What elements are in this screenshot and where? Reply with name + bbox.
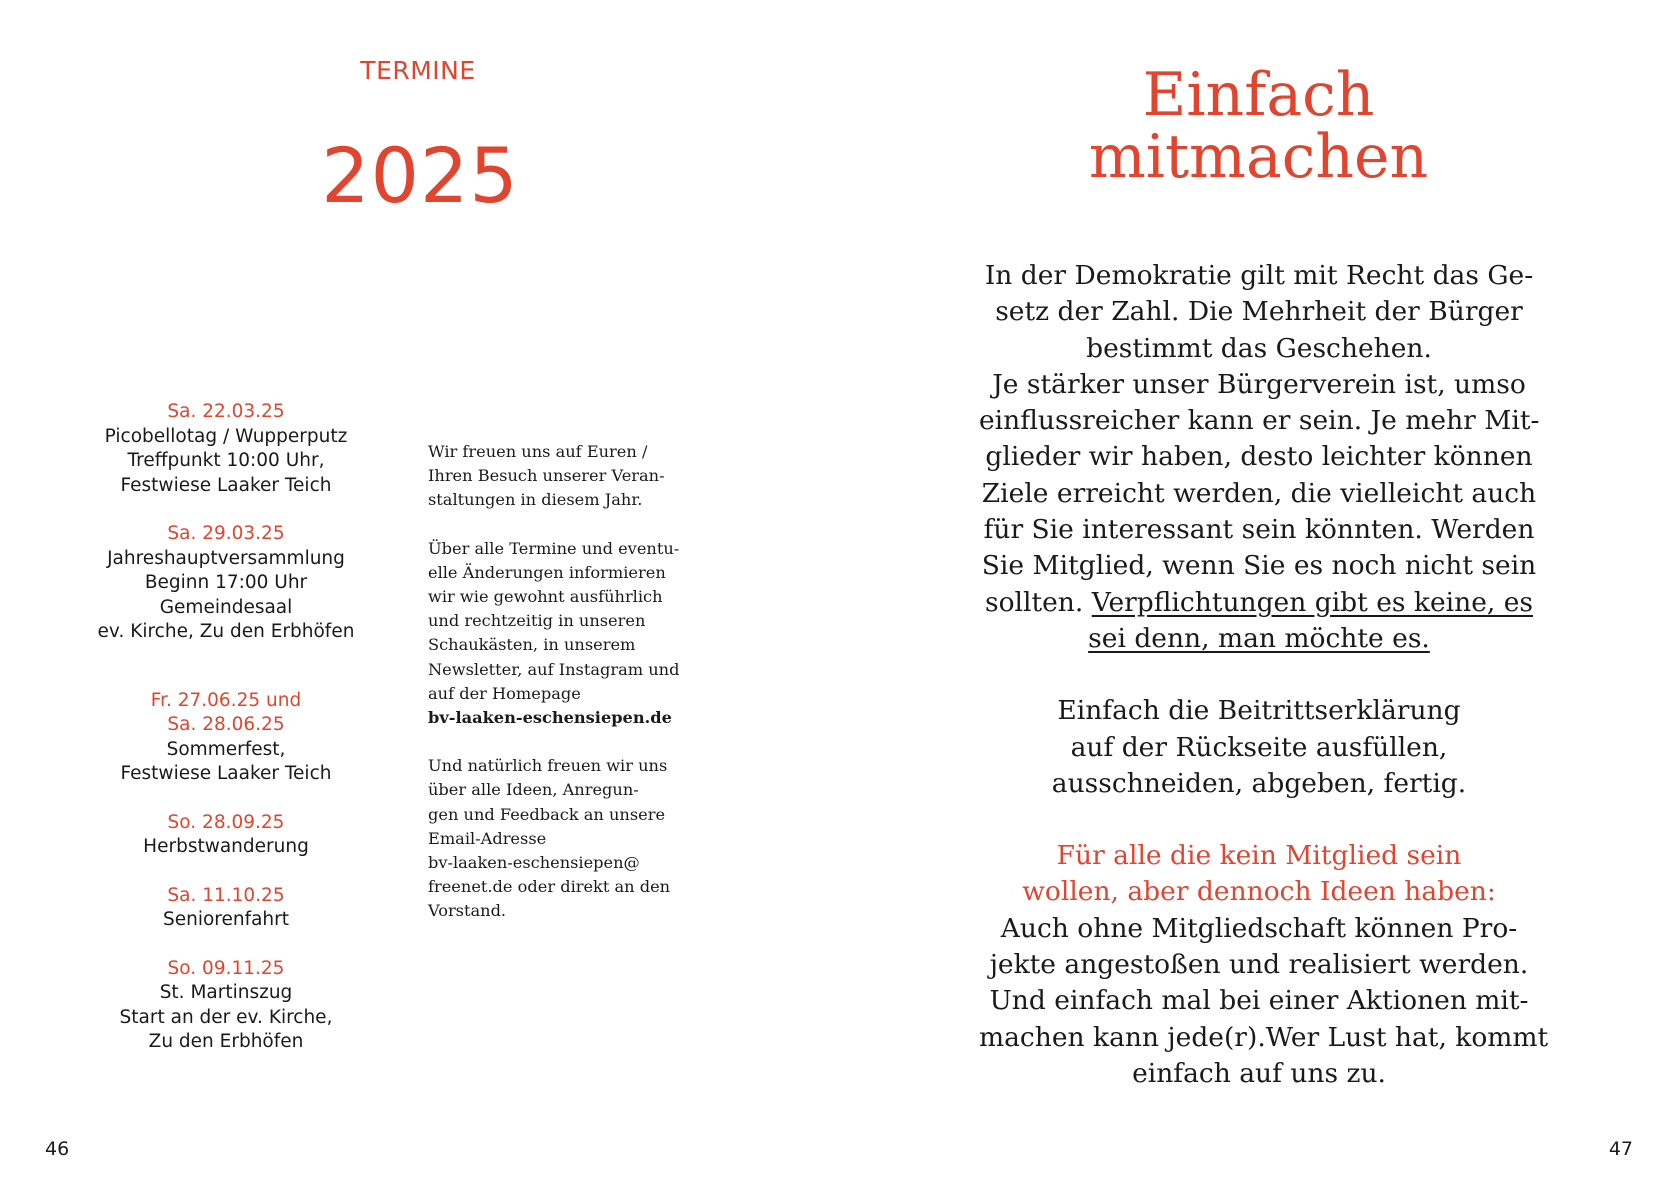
body-line: glieder wir haben, desto leichter können bbox=[985, 441, 1533, 473]
notes-line: und rechtzeitig in unseren bbox=[428, 611, 646, 631]
event-item bbox=[96, 884, 356, 933]
notes-paragraph bbox=[428, 440, 728, 513]
event-date: Sa. 29.03.25 bbox=[167, 523, 285, 544]
event-line: Zu den Erbhöfen bbox=[148, 1031, 304, 1052]
notes-line: Email-Adresse bbox=[428, 828, 547, 848]
event-line: Start an der ev. Kirche, bbox=[119, 1006, 333, 1028]
page-headline bbox=[839, 60, 1678, 192]
email-address[interactable]: bv-laaken-eschensiepen@ bbox=[428, 853, 640, 873]
body-line bbox=[979, 585, 1539, 621]
body-line: In der Demokratie gilt mit Recht das Ge- bbox=[984, 260, 1534, 291]
accent-line: Für alle die kein Mitglied sein bbox=[1056, 840, 1462, 872]
event-line: Herbstwanderung bbox=[143, 836, 309, 857]
section-kicker: TERMINE bbox=[360, 56, 476, 85]
body-line: Sie Mitglied, wenn Sie es noch nicht sein bbox=[981, 550, 1537, 582]
body-line: machen kann jede(r).Wer Lust hat, kommt bbox=[979, 1021, 1549, 1053]
notes-line: gen und Feedback an unsere bbox=[428, 804, 666, 824]
notes-paragraph bbox=[428, 754, 728, 923]
event-date: Fr. 27.06.25 und bbox=[150, 689, 302, 711]
body-line: Auch ohne Mitgliedschaft können Pro- bbox=[1000, 912, 1518, 944]
homepage-link[interactable]: bv-laaken-eschensiepen.de bbox=[428, 708, 672, 728]
body-line: Einfach die Beitrittserklärung bbox=[1057, 695, 1461, 727]
notes-line: Vorstand. bbox=[428, 901, 507, 921]
notes-line: Wir freuen uns auf Euren / bbox=[428, 442, 648, 461]
body-line: auf der Rückseite ausfüllen, bbox=[1070, 731, 1448, 763]
headline-line: Einfach bbox=[1142, 60, 1375, 130]
underlined-text: sei denn, man möchte es. bbox=[1088, 622, 1430, 654]
notes-line: Schaukästen, in unserem bbox=[428, 635, 636, 655]
event-line: Sommerfest, bbox=[166, 738, 286, 760]
page-number-right: 47 bbox=[1608, 1138, 1633, 1160]
event-date: Sa. 22.03.25 bbox=[167, 401, 285, 422]
event-line: Seniorenfahrt bbox=[162, 909, 290, 930]
event-item bbox=[96, 689, 356, 787]
event-line: Jahreshauptversammlung bbox=[107, 547, 345, 569]
notes-line: über alle Ideen, Anregun- bbox=[428, 780, 639, 800]
body-line: setz der Zahl. Die Mehrheit der Bürger bbox=[995, 296, 1523, 328]
body-text: sollten. bbox=[984, 586, 1092, 618]
right-page bbox=[839, 0, 1678, 1190]
body-paragraph bbox=[979, 838, 1549, 1092]
event-date: So. 28.09.25 bbox=[167, 811, 285, 833]
notes-line: Ihren Besuch unserer Veran- bbox=[428, 466, 665, 486]
event-item bbox=[96, 400, 356, 498]
event-line: Gemeindesaal bbox=[159, 596, 293, 618]
event-line: ev. Kirche, Zu den Erbhöfen bbox=[97, 621, 355, 642]
underlined-text: Verpflichtungen gibt es keine, es bbox=[1091, 586, 1534, 618]
body-paragraph bbox=[979, 693, 1539, 802]
event-date: Sa. 28.06.25 bbox=[167, 714, 285, 735]
event-line: Festwiese Laaker Teich bbox=[120, 474, 332, 496]
event-line: Picobellotag / Wupperputz bbox=[104, 425, 348, 447]
body-line: für Sie interessant sein könnten. Werden bbox=[983, 514, 1535, 546]
year-heading: 2025 bbox=[321, 131, 519, 220]
body-line: bestimmt das Geschehen. bbox=[1086, 332, 1432, 364]
body-line: ausschneiden, abgeben, fertig. bbox=[1051, 767, 1467, 799]
notes-line: staltungen in diesem Jahr. bbox=[428, 490, 643, 510]
notes-line: Und natürlich freuen wir uns bbox=[428, 756, 668, 776]
event-date: Sa. 11.10.25 bbox=[167, 884, 285, 906]
notes-line: auf der Homepage bbox=[428, 683, 581, 703]
info-notes bbox=[428, 440, 728, 948]
event-line: Festwiese Laaker Teich bbox=[120, 763, 332, 784]
notes-line: Über alle Termine und eventu- bbox=[428, 538, 680, 558]
event-item bbox=[96, 811, 356, 860]
body-copy bbox=[979, 258, 1549, 1128]
event-line: Treffpunkt 10:00 Uhr, bbox=[127, 450, 325, 471]
event-date: So. 09.11.25 bbox=[167, 957, 285, 979]
body-line: einfach auf uns zu. bbox=[1132, 1057, 1386, 1089]
event-line: Beginn 17:00 Uhr bbox=[144, 572, 308, 593]
notes-paragraph bbox=[428, 537, 728, 731]
accent-line: wollen, aber dennoch Ideen haben: bbox=[1022, 876, 1496, 908]
headline-line: mitmachen bbox=[1088, 122, 1429, 192]
body-line: einflussreicher kann er sein. Je mehr Mit- bbox=[979, 405, 1540, 437]
page-number-left: 46 bbox=[45, 1138, 70, 1160]
event-list bbox=[96, 400, 356, 1079]
notes-line: wir wie gewohnt ausführlich bbox=[428, 587, 663, 607]
notes-line: elle Änderungen informieren bbox=[428, 562, 666, 582]
body-paragraph bbox=[979, 258, 1539, 657]
body-line: Ziele erreicht werden, die vielleicht auch bbox=[981, 477, 1537, 509]
event-item bbox=[96, 957, 356, 1055]
notes-line: freenet.de oder direkt an den bbox=[428, 877, 671, 897]
event-line: St. Martinszug bbox=[159, 982, 293, 1003]
body-line: jekte angestoßen und realisiert werden. bbox=[989, 949, 1529, 981]
event-item bbox=[96, 522, 356, 645]
body-line: Und einfach mal bei einer Aktionen mit- bbox=[989, 985, 1529, 1017]
notes-line: Newsletter, auf Instagram und bbox=[428, 659, 680, 679]
body-line: Je stärker unser Bürgerverein ist, umso bbox=[992, 368, 1526, 400]
